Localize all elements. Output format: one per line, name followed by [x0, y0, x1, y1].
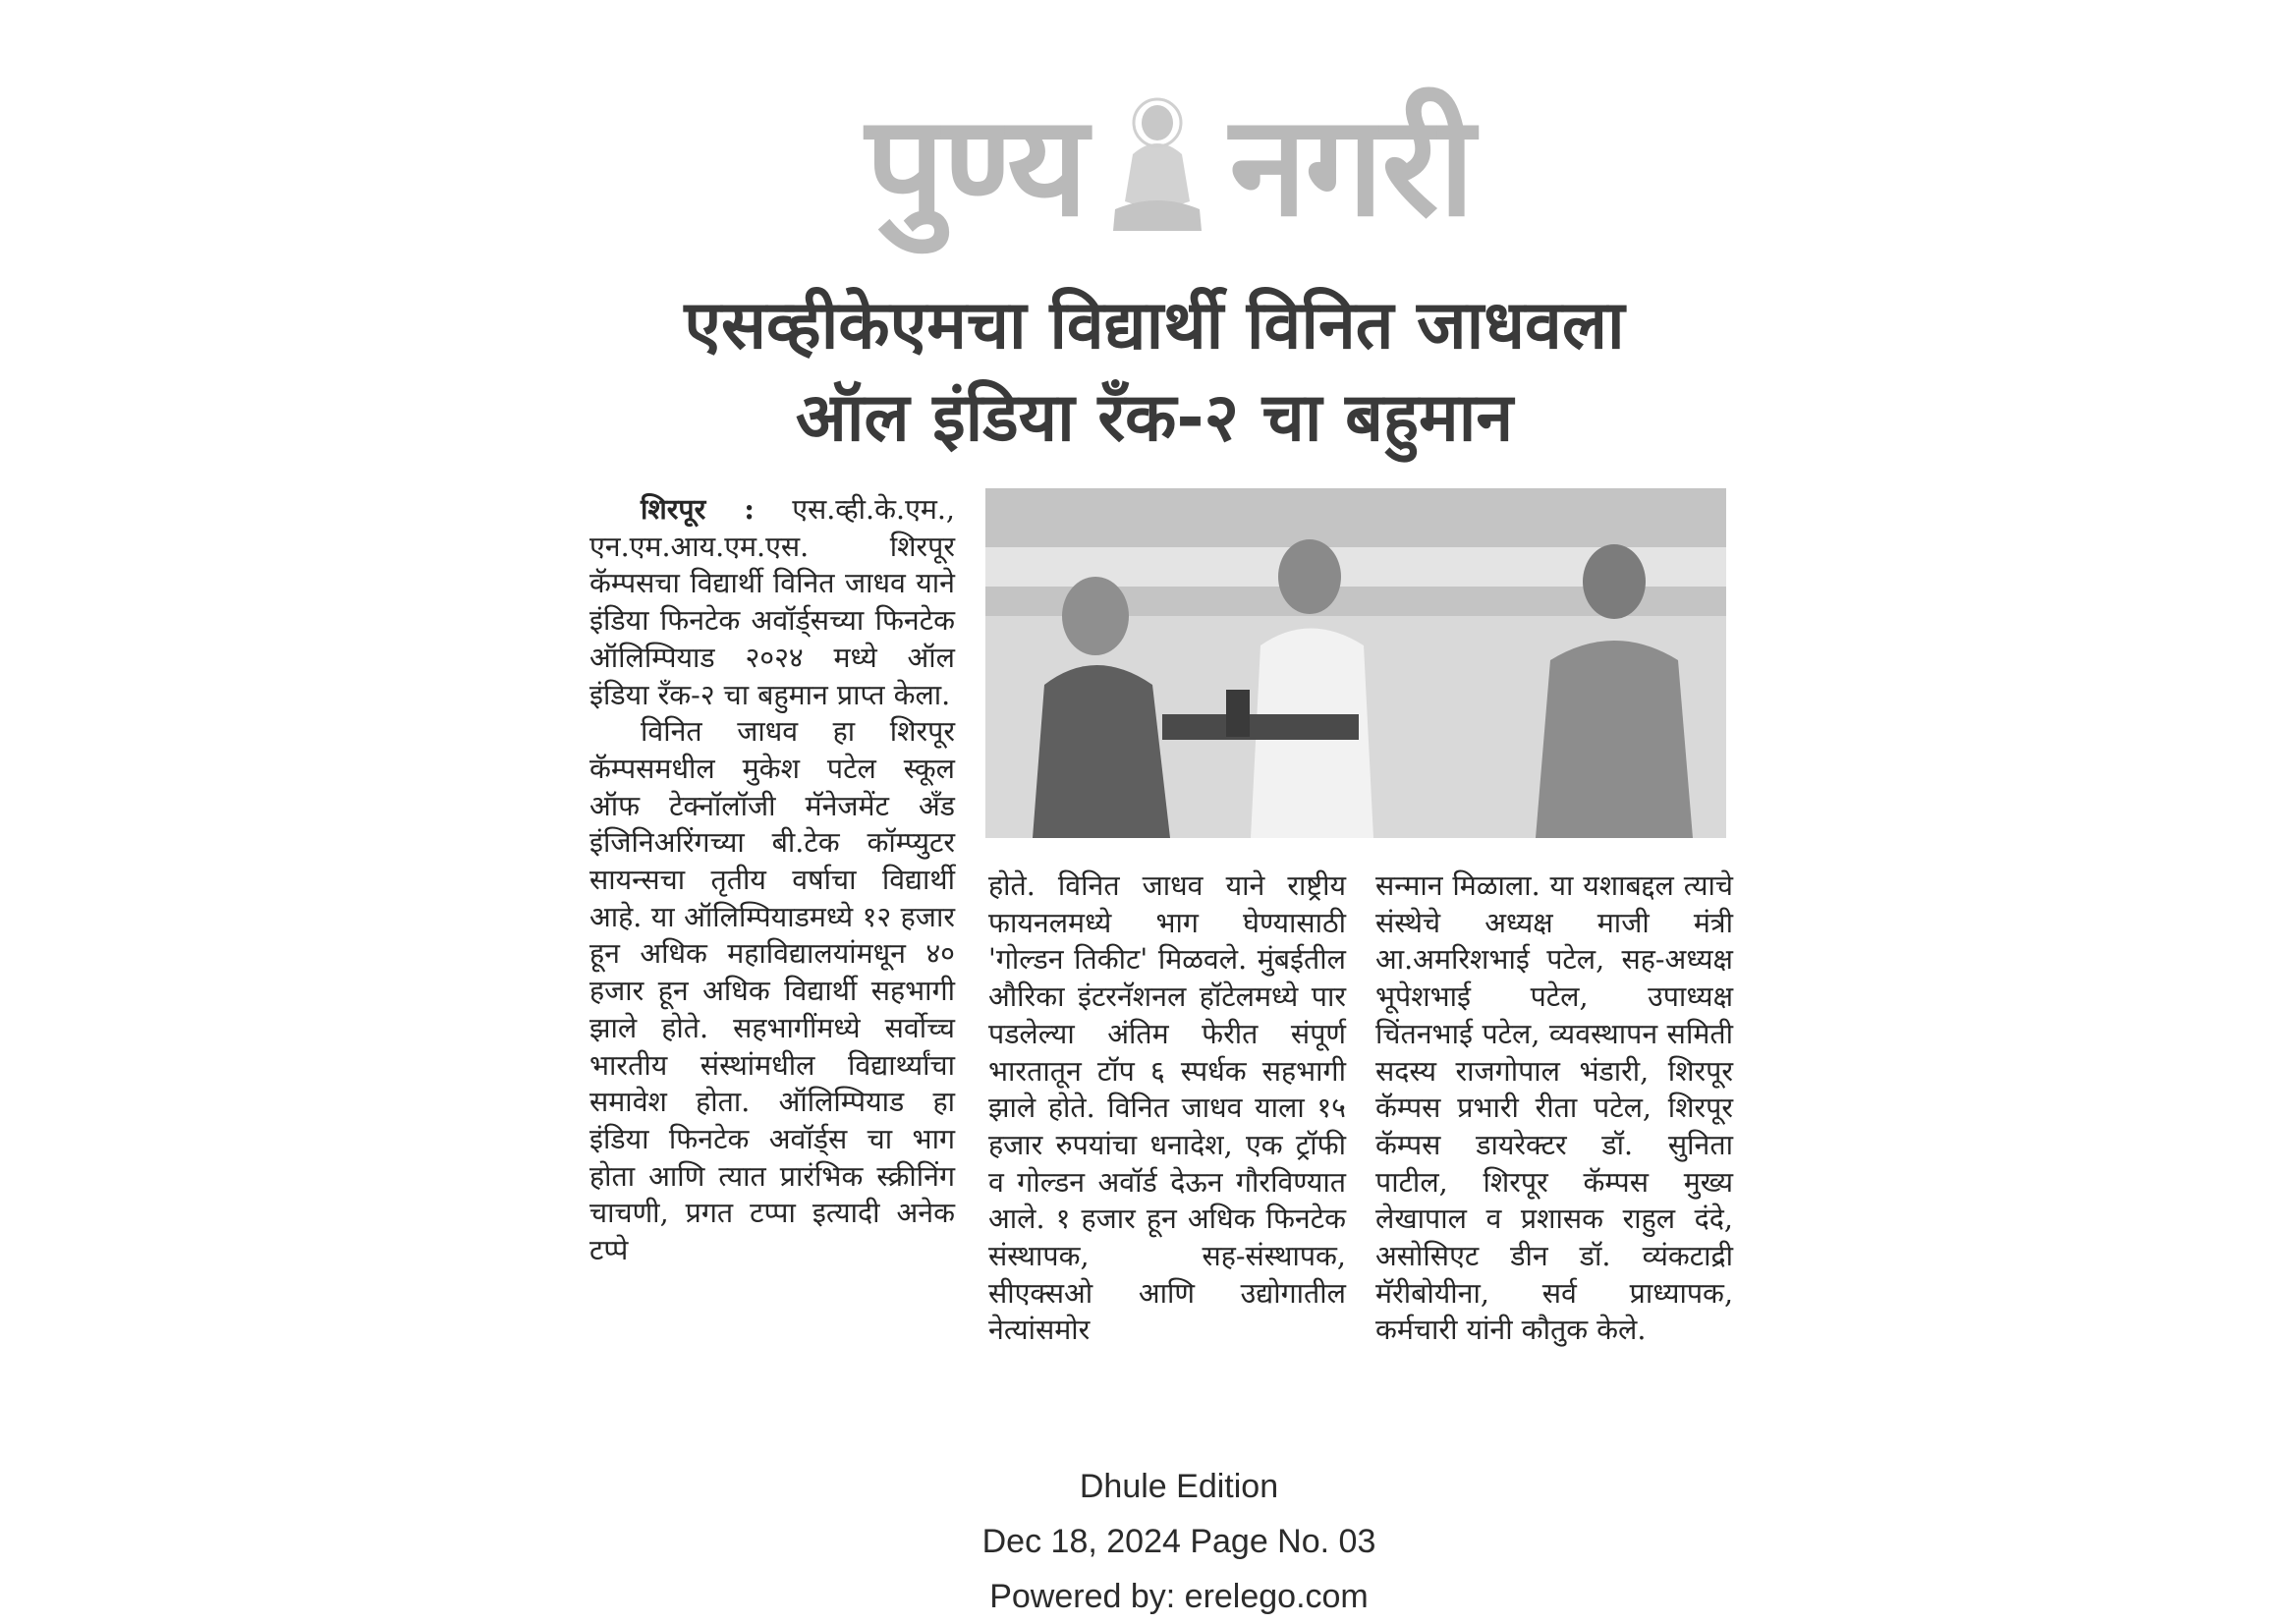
- masthead-left-word: पुण्य: [865, 85, 1087, 248]
- masthead-right-word: नगरी: [1229, 85, 1474, 248]
- article-column-3: [1375, 868, 1733, 1349]
- article-column-1: [589, 491, 955, 1269]
- award-ceremony-photo-image: [985, 488, 1726, 838]
- article-paragraph-2: विनित जाधव हा शिरपूर कॅम्पसमधील मुकेश पटेल स्कूल ऑफ टेक्नॉलॉजी मॅनेजमेंट अँड इंजिनिअरिंगच्या बी.टेक कॉम्प्युटर सायन्सचा तृतीय वर्षाचा विद्यार्थी आहे. या ऑलिम्पियाडमध्ये १२ हजार हून अधिक महाविद्यालयांमधून ४० हजार हून अधिक विद्यार्थी सहभागी झाले होते. सहभागींमध्ये सर्वोच्च भारतीय संस्थांमधील विद्यार्थ्यांचा समावेश होता. ऑलिम्पियाड हा इंडिया फिनटेक अवॉर्ड्स चा भाग होता आणि त्यात प्रारंभिक स्क्रीनिंग चाचणी, प्रगत टप्पा इत्यादी अनेक टप्पे: [589, 715, 955, 1267]
- paragraph-1-text: एस.व्ही.के.एम., एन.एम.आय.एम.एस. शिरपूर कॅम्पसचा विद्यार्थी विनित जाधव याने इंडिया फिनटेक अवॉर्ड्सच्या फिनटेक ऑलिम्पियाड २०२४ मध्ये ऑल इंडिया रँक-२ चा बहुमान प्राप्त केला.: [589, 493, 955, 711]
- headline-line-1: एसव्हीकेएमचा विद्यार्थी विनित जाधवला: [684, 287, 1625, 364]
- headline: [570, 280, 1739, 465]
- news-photo: [985, 488, 1726, 838]
- powered-by-label: Powered by: erelego.com: [989, 1578, 1369, 1615]
- edition-label: Dhule Edition: [1079, 1468, 1279, 1505]
- article-paragraph-1: [589, 491, 955, 713]
- headline-line-2: ऑल इंडिया रँक-२ चा बहुमान: [795, 379, 1514, 457]
- column-3-text: सन्मान मिळाला. या यशाबद्दल त्याचे संस्थेचे अध्यक्ष माजी मंत्री आ.अमरिशभाई पटेल, सह-अध्यक्ष भूपेशभाई पटेल, उपाध्यक्ष चिंतनभाई पटेल, व्यवस्थापन समिती सदस्य राजगोपाल भंडारी, शिरपूर कॅम्पस प्रभारी रीता पटेल, शिरपूर कॅम्पस डायरेक्टर डॉ. सुनिता पाटील, शिरपूर कॅम्पस मुख्य लेखापाल व प्रशासक राहुल दंदे, असोसिएट डीन डॉ. व्यंकटाद्री मॅरीबोयीना, सर्व प्राध्यापक, कर्मचारी यांनी कौतुक केले.: [1375, 869, 1733, 1347]
- column-2-text: होते. विनित जाधव याने राष्ट्रीय फायनलमध्ये भाग घेण्यासाठी 'गोल्डन तिकीट' मिळवले. मुंबईतील औरिका इंटरनॅशनल हॉटेलमध्ये पार पडलेल्या अंतिम फेरीत संपूर्ण भारतातून टॉप ६ स्पर्धक सहभागी झाले होते. विनित जाधव याला १५ हजार रुपयांचा धनादेश, एक ट्रॉफी व गोल्डन अवॉर्ड देऊन गौरविण्यात आले. १ हजार हून अधिक फिनटेक संस्थापक, सह-संस्थापक, सीएक्सओ आणि उद्योगातील नेत्यांसमोर: [988, 869, 1346, 1347]
- dateline: शिरपूर :: [641, 492, 755, 526]
- masthead: [786, 69, 1552, 265]
- date-page-label: Dec 18, 2024 Page No. 03: [981, 1523, 1376, 1560]
- masthead-emblem-icon: [1103, 93, 1211, 241]
- article-column-2: [988, 868, 1346, 1349]
